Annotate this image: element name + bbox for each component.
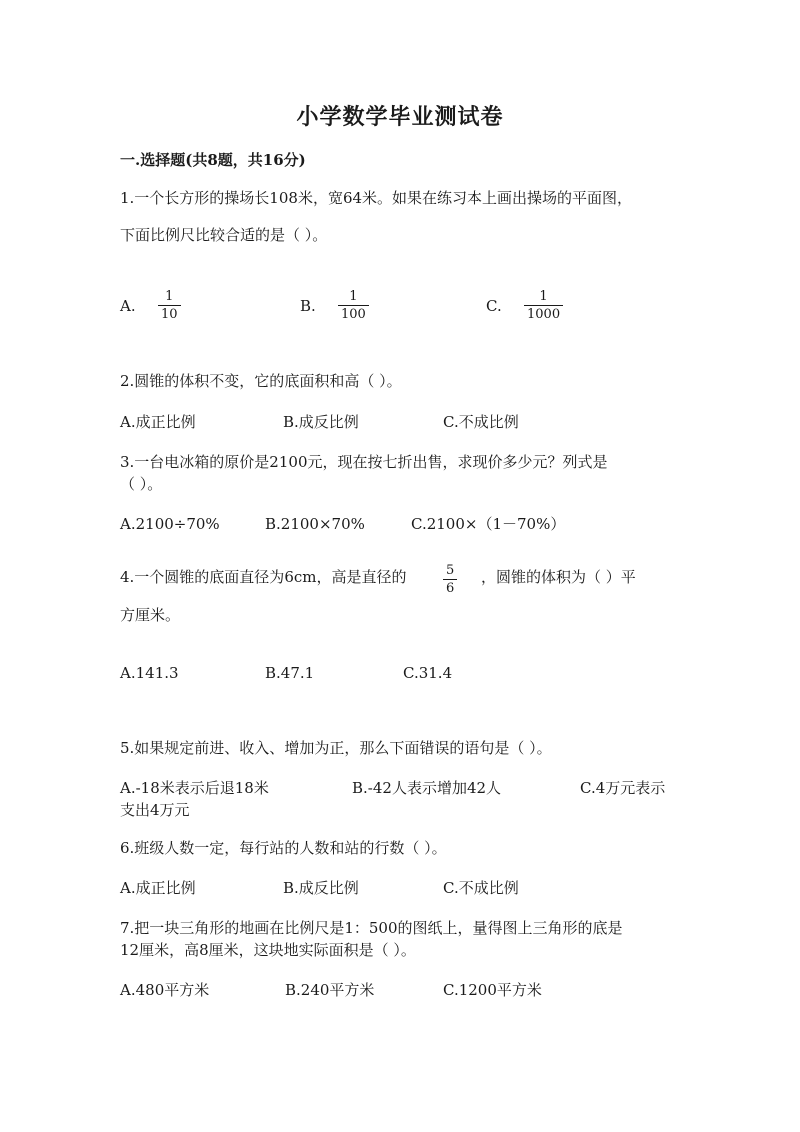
q7-option-b: B.240平方米: [285, 981, 375, 999]
q5-text: 5.如果规定前进、收入、增加为正，那么下面错误的语句是（ ）。: [120, 739, 552, 757]
fraction-numerator: 1: [165, 289, 174, 304]
page-title: 小学数学毕业测试卷: [296, 104, 504, 130]
q4-option-c: C.31.4: [403, 664, 453, 682]
q6-option-c: C.不成比例: [443, 879, 519, 897]
q1-option-a-fraction: [158, 289, 181, 322]
q3-text-line2: （ ）。: [120, 475, 163, 493]
q2-option-c: C.不成比例: [443, 413, 519, 431]
q7-text-line1: 7.把一块三角形的地画在比例尺是1：500的图纸上，量得图上三角形的底是: [120, 919, 623, 937]
q6-option-a: A.成正比例: [120, 879, 196, 897]
q1-text-line1: 1.一个长方形的操场长108米，宽64米。如果在练习本上画出操场的平面图，: [120, 189, 633, 207]
fraction-numerator: 1: [539, 289, 548, 304]
fraction-bar: [524, 305, 563, 306]
q5-option-c: C.4万元表示: [580, 779, 666, 797]
q1-text-line2: 下面比例尺比较合适的是（ ）。: [120, 226, 328, 244]
q5-option-a: A.-18米表示后退18米: [120, 779, 269, 797]
q6-option-b: B.成反比例: [283, 879, 359, 897]
fraction-denominator: 100: [341, 307, 366, 322]
q7-option-a: A.480平方米: [120, 981, 210, 999]
q6-text: 6.班级人数一定，每行站的人数和站的行数（ ）。: [120, 839, 447, 857]
q1-option-c-fraction: [524, 289, 563, 322]
fraction-denominator: 6: [446, 581, 455, 596]
q4-option-b: B.47.1: [265, 664, 315, 682]
q1-option-a-label: A.: [120, 297, 136, 315]
section-heading: 一.选择题(共8题，共16分): [120, 151, 306, 169]
q7-text-line2: 12厘米，高8厘米，这块地实际面积是（ ）。: [120, 941, 416, 959]
q4-option-a: A.141.3: [120, 664, 179, 682]
fraction-bar: [443, 579, 457, 580]
fraction-numerator: 5: [446, 563, 455, 578]
q3-option-b: B.2100×70%: [265, 515, 365, 533]
q4-text-after-fraction: ，圆锥的体积为（ ）平: [481, 568, 636, 586]
q3-text-line1: 3.一台电冰箱的原价是2100元，现在按七折出售，求现价多少元？列式是: [120, 453, 608, 471]
q4-fraction: [443, 563, 457, 596]
q3-option-c: C.2100×（1－70%）: [411, 515, 566, 533]
q4-text-before-fraction: 4.一个圆锥的底面直径为6cm，高是直径的: [120, 568, 407, 586]
q2-option-b: B.成反比例: [283, 413, 359, 431]
fraction-denominator: 10: [161, 307, 178, 322]
q3-option-a: A.2100÷70%: [120, 515, 220, 533]
q5-option-b: B.-42人表示增加42人: [352, 779, 502, 797]
q2-text: 2.圆锥的体积不变，它的底面积和高（ ）。: [120, 372, 402, 390]
fraction-bar: [158, 305, 181, 306]
q1-option-b-label: B.: [300, 297, 316, 315]
q7-option-c: C.1200平方米: [443, 981, 542, 999]
q5-option-c-continuation: 支出4万元: [120, 801, 190, 819]
q1-option-c-label: C.: [486, 297, 502, 315]
q1-option-b-fraction: [338, 289, 369, 322]
fraction-numerator: 1: [349, 289, 358, 304]
q4-text-line2: 方厘米。: [120, 606, 181, 624]
q2-option-a: A.成正比例: [120, 413, 196, 431]
fraction-denominator: 1000: [527, 307, 561, 322]
fraction-bar: [338, 305, 369, 306]
